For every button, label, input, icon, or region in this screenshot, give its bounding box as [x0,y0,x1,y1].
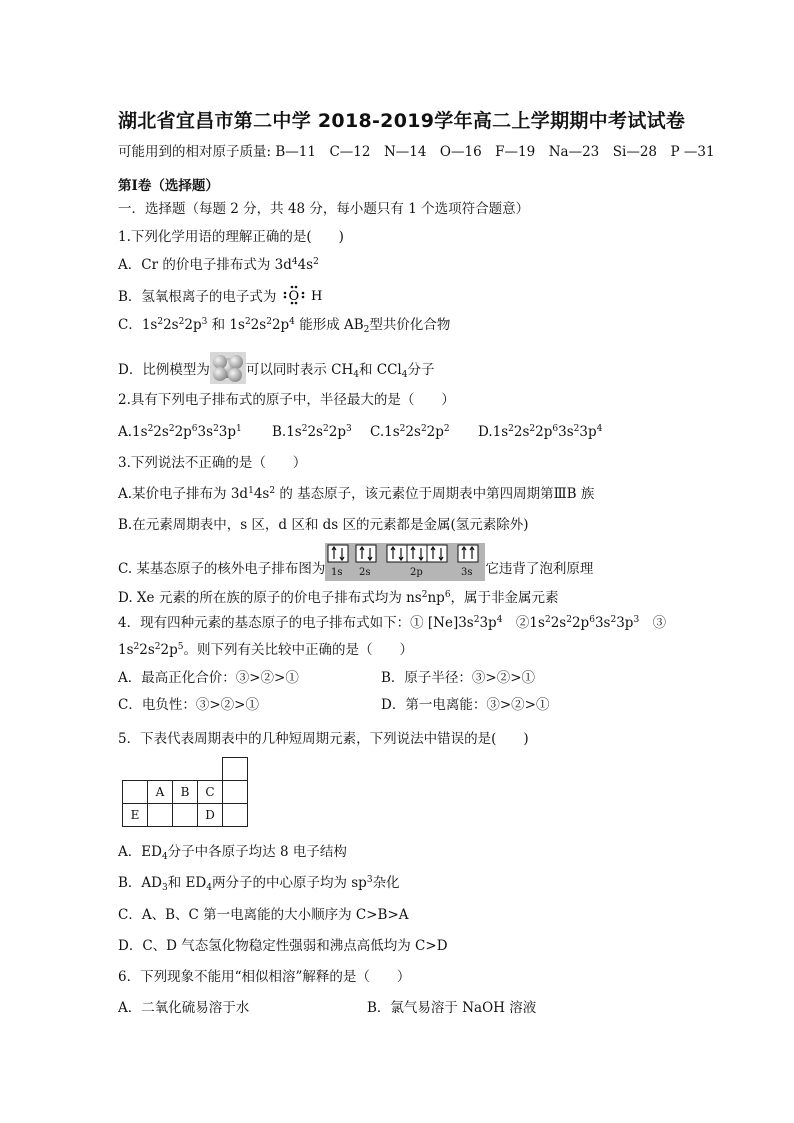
section-instructions: 一．选择题（每题 2 分，共 48 分，每小题只有 1 个选项符合题意） [118,201,530,217]
q4-stem-end: ③ [639,615,667,631]
q3-option-a: A.某价电子排布为 $3d^14s^2$ 的 基态原子，该元素位于周期表中第四周期第ⅢB 族 [118,486,595,502]
q5-b-end: 杂化 [372,875,400,891]
q4-stem-pre: 4．现有四种元素的基态原子的电子排布式如下：① [Ne]3s [118,615,474,631]
q1-d-post: 可以同时表示 CH [245,362,354,378]
q4-option-c: C．电负性：③>②>① [118,697,259,713]
pt-cell [223,781,248,804]
q1-option-d: D．比例模型为 可以同时表示 $CH_4$和 CCl$_4$分子 [118,352,434,389]
q1-a-text: A．Cr 的价电子排布式为 3d [118,257,292,273]
section-label: 第Ⅰ卷（选择题） [118,178,219,194]
q1-b-text: B．氢氧根离子的电子式为 [118,289,277,305]
orbital-label-1s: 1s [331,567,343,578]
q4-line2-post: 。则下列有关比较中正确的是（ ） [183,642,413,658]
q6-option-a: A．二氧化硫易溶于水 [118,1000,250,1016]
q6-option-b: B．氯气易溶于 NaOH 溶液 [367,1000,537,1016]
q4-stem-line2: $1s^22s^22p^5$。则下列有关比较中正确的是（ ） [118,642,413,658]
space-filling-model-image [210,352,246,389]
q3-a-post: 的 基态原子，该元素位于周期表中第四周期第ⅢB 族 [275,486,595,502]
q4-stem: 4．现有四种元素的基态原子的电子排布式如下：① $[Ne]3s^23p^4$ $②1s^22s^22p^63s^23p^3$ ③ [118,615,667,631]
pt-cell-c: C [198,781,223,804]
pt-cell-top [223,758,248,781]
q4-option-b: B．原子半径：③>②>① [381,670,536,686]
q5-option-c: C．A、B、C 第一电离能的大小顺序为 C>B>A [118,907,409,923]
q1-option-a: A．Cr 的价电子排布式为 $3d^44s^2$ [118,257,319,273]
q5-stem: 5．下表代表周期表中的几种短周期元素，下列说法中错误的是( ) [118,731,529,747]
q3-stem: 3.下列说法不正确的是（ ） [118,455,307,471]
orbital-label-2s: 2s [359,567,371,578]
q3-option-b: B.在元素周期表中，s 区，d 区和 ds 区的元素都是金属(氢元素除外) [118,517,529,533]
q4-stem-mid: ②1s [502,615,545,631]
q5-a-post: 分子中各原子均达 8 电子结构 [167,844,347,860]
q1-d-end: 分子 [407,362,435,378]
exam-title: 湖北省宜昌市第二中学 2018-2019学年高二上学期期中考试试卷 [118,110,686,132]
pt-cell [223,804,248,827]
pt-cell [173,804,198,827]
pt-cell-e: E [123,804,148,827]
q5-b-mid: 和 ED [167,875,207,891]
periodic-table-fragment [122,757,248,827]
dot-o: O [288,289,299,304]
q3-c-post: 它违背了泡利原理 [485,561,594,577]
q1-c-text: 能形成 AB [294,317,364,333]
pt-cell-d: D [198,804,223,827]
q1-c-tail: 型共价化合物 [369,317,451,333]
q2-option-d: $D.1s^22s^22p^63s^23p^4$ [478,424,603,440]
q5-b-pre: B．AD [118,875,162,891]
pt-cell [123,781,148,804]
q5-b-mid2: 两分子的中心原子均为 sp [211,875,367,891]
q5-option-a: A．$ED_4$分子中各原子均达 8 电子结构 [118,844,347,862]
pt-cell [148,804,173,827]
q3-a-pre: A.某价电子排布为 3d [118,486,249,502]
q3-d-post: ，属于非金属元素 [450,590,559,606]
q1-option-c: C．$1s^22s^22p^3$ 和 $1s^22s^22p^4$ 能形成 $AB_2$型共价化合物 [118,317,451,335]
q5-option-d: D．C、D 气态氢化物稳定性强弱和沸点高低均为 C>D [118,938,448,954]
q3-option-d: D. Xe 元素的所在族的原子的价电子排布式均为 $ns^2np^6$，属于非金属元素 [118,590,559,606]
q3-d-pre: D. Xe 元素的所在族的原子的价电子排布式均为 ns [118,590,422,606]
pt-cell-b: B [173,781,198,804]
q1-stem: 1.下列化学用语的理解正确的是( ) [118,229,344,245]
q2-option-b: $B.1s^22s^22p^3$ [272,424,352,440]
q3-c-pre: C. 某基态原子的核外电子排布图为 [118,561,326,577]
pt-cell-a: A [148,781,173,804]
q5-a-pre: A．ED [118,844,162,860]
hydroxide-electron-dot-structure [281,284,325,311]
q1-d-mid: 和 CCl [358,362,402,378]
q1-d-pre: D．比例模型为 [118,362,210,378]
q2-stem: 2.具有下列电子排布式的原子中，半径最大的是（ ） [118,392,455,408]
q6-stem: 6．下列现象不能用“相似相溶”解释的是（ ） [118,969,411,985]
q2-option-c: $C.1s^22s^22p^2$ [370,424,450,440]
q5-option-b: B．$AD_3$和 $ED_4$两分子的中心原子均为 $sp^3$杂化 [118,875,400,893]
dot-h: H [310,289,323,304]
q4-option-d: D．第一电离能：③>②>① [381,697,550,713]
orbital-label-3s: 3s [461,567,473,578]
orbital-label-2p: 2p [410,567,424,578]
q2-option-a: $A.1s^22s^22p^63s^23p^1$ [118,424,242,440]
atomic-masses-line: 可能用到的相对原子质量: B—11 C—12 N—14 O—16 F—19 Na—23 Si—28 P —31 [118,144,715,160]
q1-option-b [118,284,325,311]
q4-option-a: A．最高正化合价：③>②>① [118,670,299,686]
